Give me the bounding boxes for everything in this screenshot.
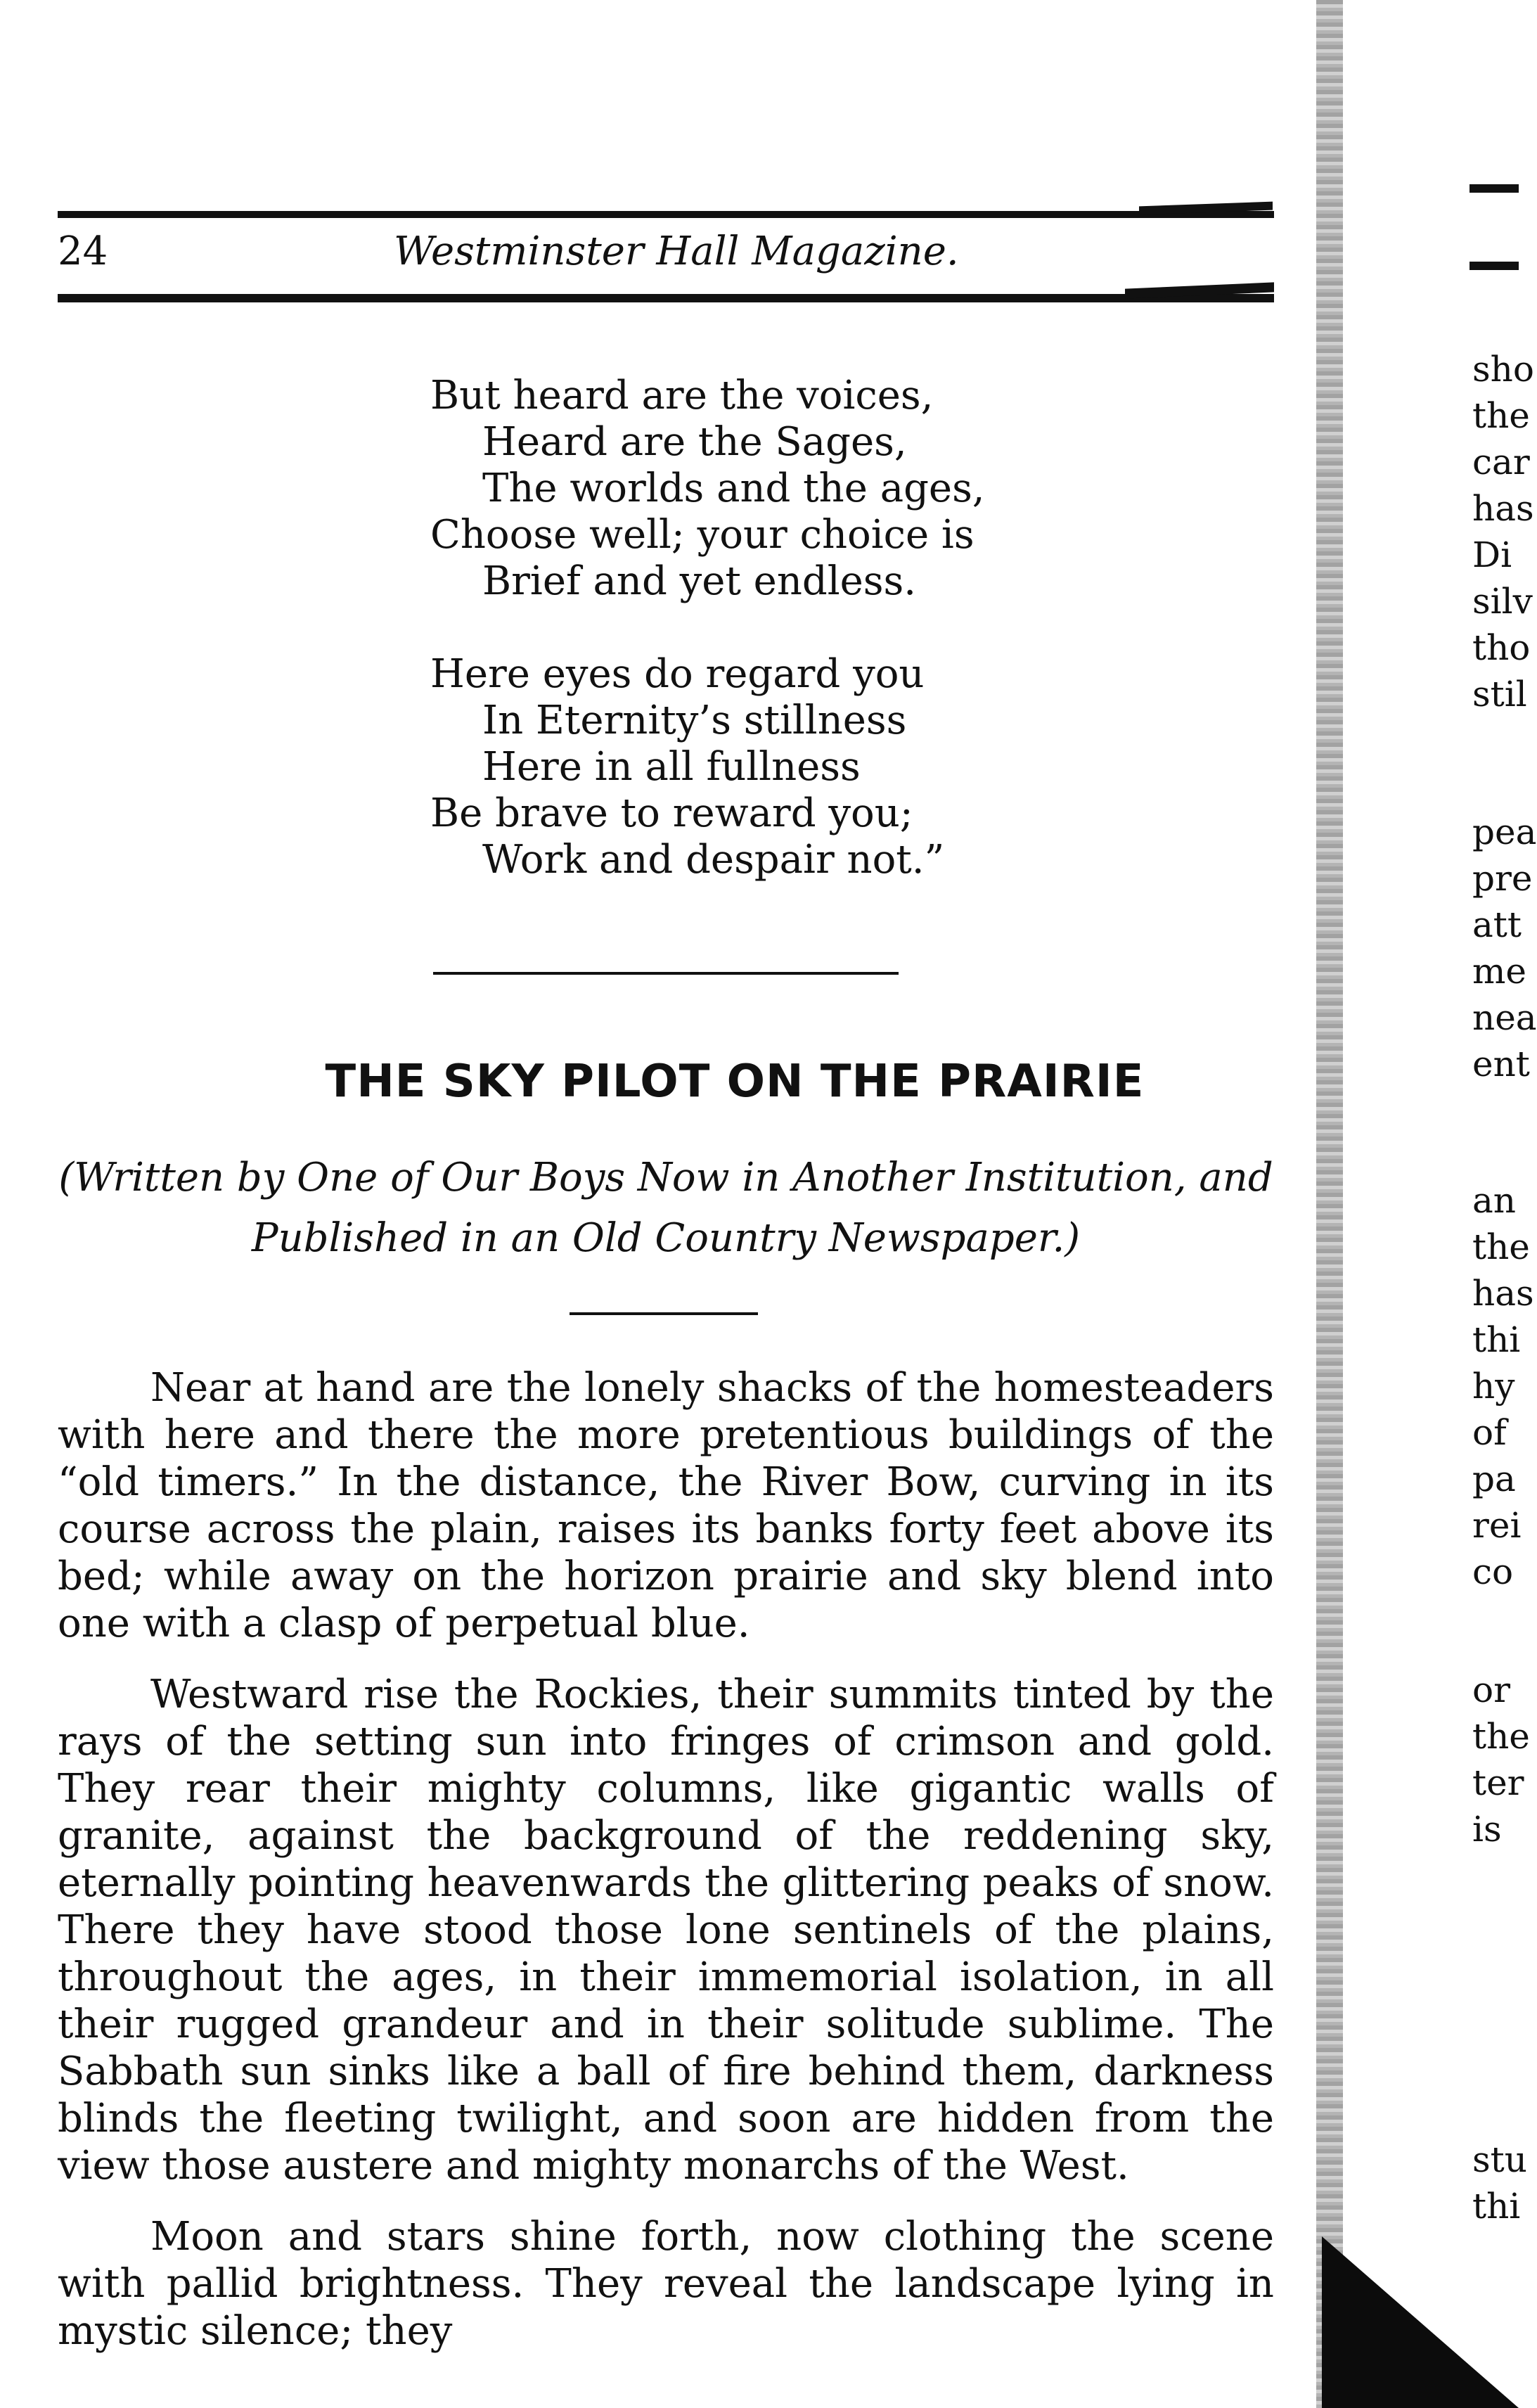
poem-line: Be brave to reward you; (430, 790, 913, 836)
adjacent-text-fragment: Di (1472, 534, 1512, 575)
adjacent-text-fragment: an (1472, 1180, 1517, 1221)
poem-line: Here eyes do regard you (430, 651, 925, 697)
title-divider (570, 1312, 758, 1315)
adjacent-text-fragment: is (1472, 1809, 1502, 1850)
adjacent-text-fragment: co (1472, 1551, 1514, 1592)
poem-line: Heard are the Sages, (482, 419, 907, 465)
poem-line: Work and despair not.” (482, 837, 945, 883)
adjacent-text-fragment: stil (1472, 674, 1527, 715)
poem-line: But heard are the voices, (430, 373, 934, 418)
adjacent-text-fragment: nea (1472, 997, 1537, 1038)
adjacent-text-fragment: tho (1472, 627, 1531, 668)
adjacent-text-fragment: thi (1472, 1319, 1521, 1360)
header-rule-top (58, 211, 1274, 218)
header-rule-bottom (58, 294, 1274, 302)
paragraph: Moon and stars shine forth, now clothing the scene with pallid brightness. They reveal the landscape lying in mystic silence; they (58, 2214, 1274, 2354)
adjacent-page-rule (1470, 262, 1519, 270)
adjacent-text-fragment: the (1472, 1227, 1530, 1267)
poem (430, 373, 985, 883)
adjacent-page-rule (1470, 184, 1519, 193)
poem-line: Brief and yet endless. (482, 558, 917, 604)
adjacent-text-fragment: stu (1472, 2139, 1527, 2180)
adjacent-text-fragment: rei (1472, 1505, 1522, 1546)
article-body (58, 1364, 1274, 2378)
poem-line: Choose well; your choice is (430, 512, 975, 558)
adjacent-text-fragment: sho (1472, 349, 1534, 390)
adjacent-text-fragment: has (1472, 488, 1534, 529)
adjacent-text-fragment: pre (1472, 858, 1533, 899)
book-gutter (1316, 0, 1343, 2408)
adjacent-text-fragment: att (1472, 904, 1522, 945)
subtitle-line: (Written by One of Our Boys Now in Another Institution, and (58, 1155, 1273, 1200)
adjacent-text-fragment: ent (1472, 1044, 1530, 1084)
adjacent-text-fragment: the (1472, 395, 1530, 436)
adjacent-text-fragment: or (1472, 1670, 1511, 1710)
stanza-break (430, 605, 985, 651)
adjacent-text-fragment: the (1472, 1716, 1530, 1757)
article-subtitle (58, 1148, 1274, 1269)
adjacent-text-fragment: me (1472, 951, 1527, 992)
page-number: 24 (58, 229, 108, 274)
section-divider (433, 972, 899, 975)
article-title: THE SKY PILOT ON THE PRAIRIE (325, 1056, 1145, 1108)
adjacent-text-fragment: of (1472, 1412, 1507, 1453)
paragraph: Near at hand are the lonely shacks of the homesteaders with here and there the more pretentious buildings of the “old timers.” In the distance, the River Bow, curving in its course across the plain, raises its banks forty feet above its bed; while away on the horizon prairie and sky blend into one with a clasp of perpetual blue. (58, 1365, 1274, 1646)
adjacent-text-fragment: silv (1472, 581, 1533, 622)
adjacent-text-fragment: has (1472, 1273, 1534, 1314)
poem-line: The worlds and the ages, (482, 466, 985, 511)
adjacent-text-fragment: hy (1472, 1366, 1515, 1407)
adjacent-text-fragment: pea (1472, 812, 1537, 852)
adjacent-text-fragment: ter (1472, 1762, 1524, 1803)
adjacent-text-fragment: car (1472, 442, 1530, 482)
poem-line: In Eternity’s stillness (482, 698, 907, 743)
paragraph: Westward rise the Rockies, their summits tinted by the rays of the setting sun into fringes of crimson and gold. They rear their mighty columns, like gigantic walls of granite, against the background of the reddening sky, eternally pointing heavenwards the glittering peaks of snow. There they have stood those lone sentinels of the plains, throughout the ages, in their immemorial isolation, in all their rugged grandeur and in their solitude sublime. The Sabbath sun sinks like a ball of fire behind them, darkness blinds the fleeting twilight, and soon are hidden from the view those austere and mighty monarchs of the West. (58, 1672, 1274, 2189)
subtitle-line: Published in an Old Country Newspaper.) (251, 1215, 1081, 1261)
running-title: Westminster Hall Magazine. (394, 229, 959, 274)
poem-line: Here in all fullness (482, 744, 861, 790)
adjacent-text-fragment: pa (1472, 1459, 1516, 1499)
adjacent-text-fragment: thi (1472, 2186, 1521, 2227)
